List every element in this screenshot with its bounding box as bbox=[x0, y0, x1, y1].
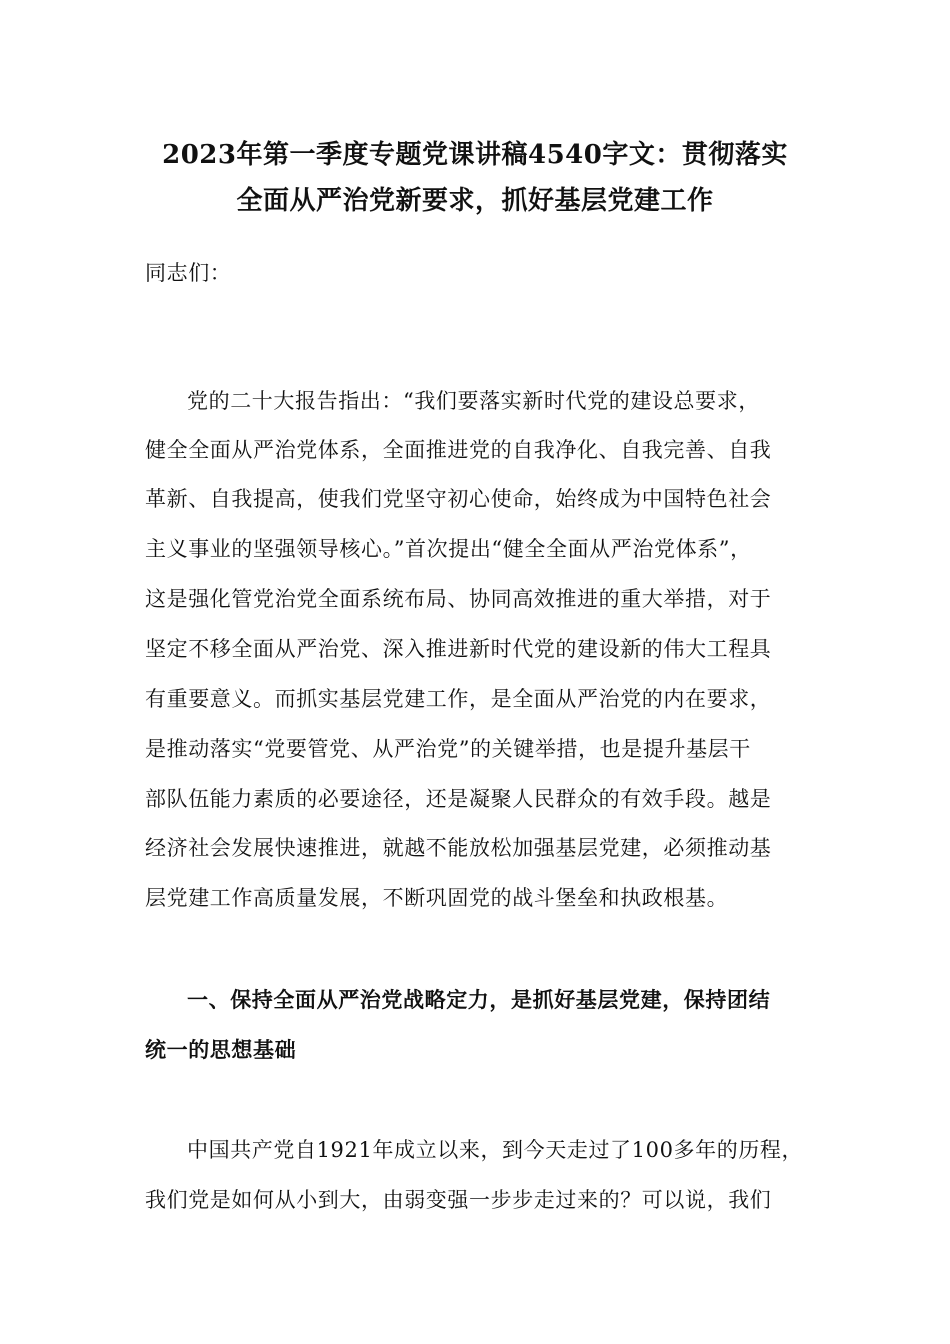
paragraph-1-line-6: 坚定不移全面从严治党、深入推进新时代党的建设新的伟大工程具 bbox=[145, 637, 772, 661]
paragraph-1-line-2: 健全全面从严治党体系，全面推进党的自我净化、自我完善、自我 bbox=[145, 438, 772, 462]
paragraph-1-line-7: 有重要意义。而抓实基层党建工作，是全面从严治党的内在要求， bbox=[145, 687, 772, 711]
document-title-line-2: 全面从严治党新要求，抓好基层党建工作 bbox=[236, 186, 714, 216]
paragraph-1-line-4: 主义事业的坚强领导核心。”首次提出“健全全面从严治党体系”， bbox=[145, 537, 752, 561]
paragraph-1-line-11: 层党建工作高质量发展，不断巩固党的战斗堡垒和执政根基。 bbox=[145, 886, 729, 910]
paragraph-2-line-2: 我们党是如何从小到大，由弱变强一步步走过来的？可以说，我们 bbox=[145, 1188, 772, 1212]
salutation: 同志们： bbox=[145, 261, 232, 285]
paragraph-1-line-10: 经济社会发展快速推进，就越不能放松加强基层党建，必须推动基 bbox=[145, 836, 772, 860]
section-heading-1-line-1: 一、保持全面从严治党战略定力，是抓好基层党建，保持团结 bbox=[187, 987, 771, 1012]
paragraph-1-line-8: 是推动落实“党要管党、从严治党”的关键举措，也是提升基层干 bbox=[145, 737, 751, 761]
paragraph-1-line-3: 革新、自我提高，使我们党坚守初心使命，始终成为中国特色社会 bbox=[145, 487, 772, 511]
document-title-line-1: 2023年第一季度专题党课讲稿4540字文：贯彻落实 bbox=[162, 140, 788, 170]
paragraph-1-line-1: 党的二十大报告指出：“我们要落实新时代党的建设总要求， bbox=[187, 389, 760, 413]
section-heading-1-line-2: 统一的思想基础 bbox=[145, 1037, 297, 1062]
paragraph-1-line-9: 部队伍能力素质的必要途径，还是凝聚人民群众的有效手段。越是 bbox=[145, 787, 772, 811]
paragraph-1-line-5: 这是强化管党治党全面系统布局、协同高效推进的重大举措，对于 bbox=[145, 587, 772, 611]
paragraph-2-line-1: 中国共产党自1921年成立以来，到今天走过了100多年的历程， bbox=[187, 1138, 804, 1162]
